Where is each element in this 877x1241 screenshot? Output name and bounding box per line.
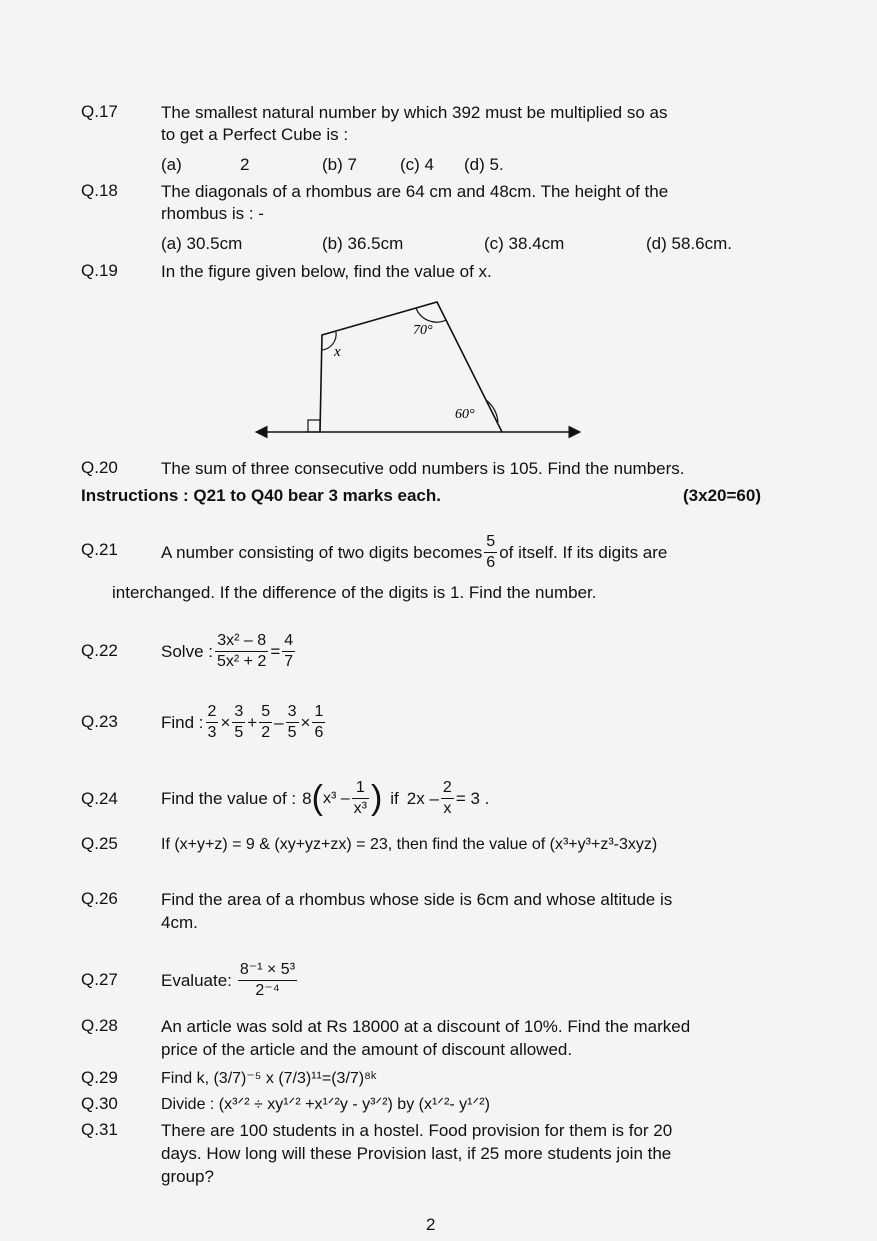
- angle-label-60: 60°: [455, 407, 475, 422]
- operator: +: [247, 712, 258, 732]
- option-b: (b) 36.5cm: [322, 234, 404, 253]
- operator: ×: [220, 712, 231, 732]
- frac-num: 4: [282, 631, 295, 652]
- label-evaluate: Evaluate:: [161, 970, 232, 990]
- frac-num: 3x² – 8: [215, 631, 268, 652]
- frac-num: 2: [441, 778, 454, 799]
- question-number: Q.28: [81, 1016, 118, 1035]
- frac-num: 1: [312, 702, 325, 723]
- frac-den: 5: [234, 723, 244, 741]
- question-number: Q.25: [81, 834, 118, 853]
- question-text: An article was sold at Rs 18000 at a discount of 10%. Find the marked: [161, 1017, 691, 1036]
- label-find: Find :: [161, 712, 204, 732]
- question-text: The sum of three consecutive odd numbers is 105. Find the numbers.: [161, 459, 685, 478]
- frac-num: 5: [259, 702, 272, 723]
- question-number: Q.31: [81, 1120, 118, 1139]
- question-number: Q.29: [81, 1068, 118, 1087]
- expression-row: [161, 768, 489, 828]
- question-text: 4cm.: [161, 913, 198, 932]
- question-number: Q.17: [81, 102, 118, 121]
- question-text: days. How long will these Provision last, if 25 more students join the: [161, 1144, 672, 1163]
- question-text: rhombus is : -: [161, 204, 264, 223]
- question-number: Q.24: [81, 789, 118, 808]
- instructions-marks: (3x20=60): [683, 486, 761, 505]
- option-b: (b) 7: [322, 155, 357, 174]
- operator: ×: [300, 712, 311, 732]
- equals-sign: =: [270, 641, 281, 661]
- option-d: (d) 5.: [464, 155, 504, 174]
- frac-num: 5: [484, 532, 497, 553]
- question-number: Q.22: [81, 641, 118, 660]
- question-number: Q.27: [81, 970, 118, 989]
- frac-den: 5: [287, 723, 297, 741]
- frac-num: 3: [286, 702, 299, 723]
- question-text-row: [161, 524, 667, 580]
- question-number: Q.23: [81, 712, 118, 731]
- frac-num: 1: [352, 778, 369, 799]
- x-cubed-term: x³ –: [322, 789, 350, 807]
- option-c: (c) 4: [400, 155, 434, 174]
- question-text: There are 100 students in a hostel. Food provision for them is for 20: [161, 1121, 673, 1140]
- question-text: The diagonals of a rhombus are 64 cm and 48cm. The height of the: [161, 182, 669, 201]
- fraction-lhs: [215, 631, 268, 672]
- question-number: Q.20: [81, 458, 118, 477]
- question-number: Q.18: [81, 181, 118, 200]
- option-a-value: 2: [240, 155, 250, 174]
- q21-pre: A number consisting of two digits becomes: [161, 542, 483, 562]
- frac-num: 2: [206, 702, 219, 723]
- question-number: Q.21: [81, 540, 118, 559]
- question-text: to get a Perfect Cube is :: [161, 125, 349, 144]
- question-number: Q.26: [81, 889, 118, 908]
- figure-outline: [320, 302, 502, 432]
- label: Find the value of :: [161, 788, 297, 808]
- frac-den: 7: [284, 652, 294, 670]
- frac-den: 3: [207, 723, 217, 741]
- coefficient: 8: [302, 788, 312, 808]
- fraction: [286, 702, 299, 743]
- frac-den: 2⁻⁴: [255, 981, 280, 999]
- question-text: group?: [161, 1167, 214, 1186]
- frac-den: 2: [261, 723, 271, 741]
- option-a: (a) 30.5cm: [161, 234, 243, 253]
- equation-row: [161, 622, 297, 680]
- if-word: if: [390, 788, 399, 808]
- question-text: The smallest natural number by which 392 must be multiplied so as: [161, 103, 668, 122]
- fraction: [206, 702, 219, 743]
- option-a: (a): [161, 155, 182, 174]
- q21-post: of itself. If its digits are: [499, 542, 668, 562]
- fraction-rhs: [282, 631, 295, 672]
- operator: –: [274, 712, 284, 732]
- paren-right: ): [370, 778, 383, 817]
- page-number: 2: [426, 1215, 436, 1234]
- question-number: Q.30: [81, 1094, 118, 1113]
- angle-label-x: x: [334, 344, 341, 360]
- fraction: [259, 702, 272, 743]
- question-text: price of the article and the amount of discount allowed.: [161, 1040, 573, 1059]
- right-angle-mark: [308, 420, 320, 432]
- angle-label-70: 70°: [413, 323, 433, 338]
- question-text: interchanged. If the difference of the digits is 1. Find the number.: [112, 583, 597, 602]
- frac-den: x: [443, 799, 452, 817]
- label-solve: Solve :: [161, 641, 213, 661]
- paren-left: (: [311, 778, 323, 817]
- quadrilateral-figure: [250, 290, 590, 450]
- fraction: [352, 778, 369, 819]
- condition-lhs: 2x –: [406, 788, 439, 808]
- question-number: Q.19: [81, 261, 118, 280]
- frac-num: 8⁻¹ × 5³: [238, 960, 297, 981]
- question-text: Divide : (x³ᐟ² ÷ xy¹ᐟ² +x¹ᐟ²y - y³ᐟ²) by (x¹ᐟ²- y¹ᐟ²): [161, 1096, 490, 1113]
- frac-den: 5x² + 2: [216, 652, 267, 670]
- question-text: If (x+y+z) = 9 & (xy+yz+zx) = 23, then find the value of (x³+y³+z³-3xyz): [161, 836, 658, 853]
- condition-rhs: = 3 .: [455, 788, 490, 808]
- frac-num: 3: [232, 702, 245, 723]
- fraction: [232, 702, 245, 743]
- fraction: [238, 960, 297, 1001]
- expression-row: [161, 694, 327, 750]
- question-text: Find the area of a rhombus whose side is 6cm and whose altitude is: [161, 890, 673, 909]
- fraction: [441, 778, 454, 819]
- option-d: (d) 58.6cm.: [646, 234, 732, 253]
- instructions-text: Instructions : Q21 to Q40 bear 3 marks each.: [81, 486, 441, 505]
- fraction-5-6: [484, 532, 497, 573]
- fraction: [312, 702, 325, 743]
- frac-den: 6: [486, 553, 496, 571]
- frac-den: x³: [353, 799, 367, 817]
- question-text: Find k, (3/7)⁻⁵ x (7/3)¹¹=(3/7)⁸ᵏ: [161, 1070, 377, 1087]
- option-c: (c) 38.4cm: [484, 234, 565, 253]
- expression-row: [161, 950, 299, 1010]
- frac-den: 6: [314, 723, 324, 741]
- question-text: In the figure given below, find the value of x.: [161, 262, 492, 281]
